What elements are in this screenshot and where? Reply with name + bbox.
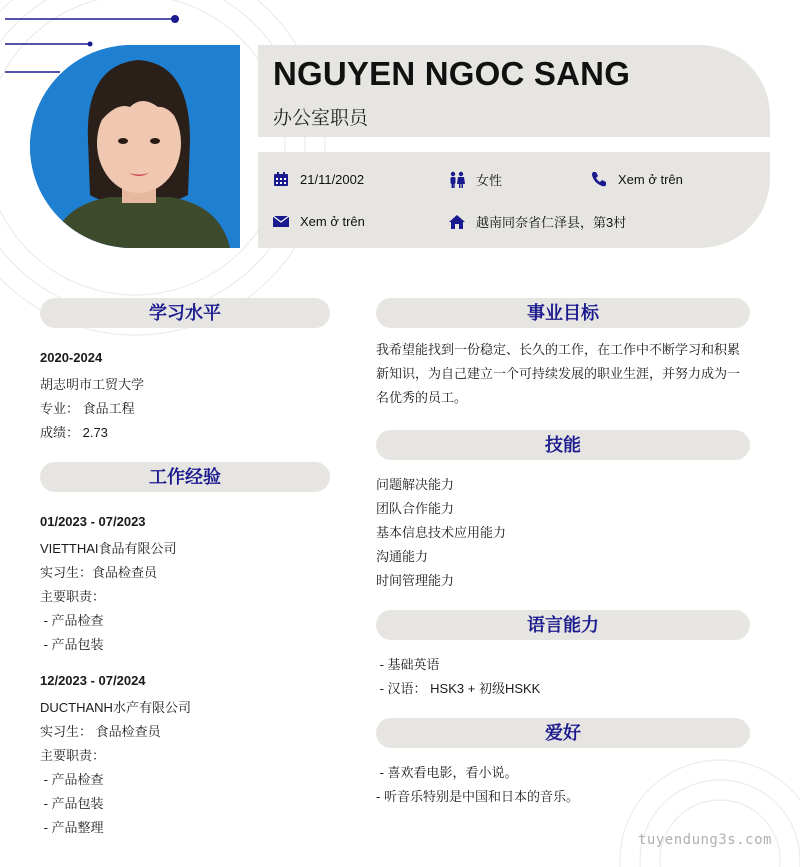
- profile-photo: [30, 45, 240, 248]
- job-company: DUCTHANH水产有限公司: [40, 700, 191, 715]
- email-icon: [272, 212, 290, 230]
- objective-title: 事业目标: [376, 298, 750, 328]
- job-duty-item: - 产品检查: [40, 772, 104, 787]
- job-company: VIETTHAI食品有限公司: [40, 541, 177, 556]
- hobby-item: - 喜欢看电影，看小说。: [376, 765, 518, 780]
- job-title: 办公室职员: [273, 108, 369, 129]
- gender-icon: [448, 171, 466, 189]
- info-email: [272, 212, 365, 230]
- job-duty-item: - 产品检查: [40, 613, 104, 628]
- info-phone: [590, 170, 683, 188]
- watermark: tuyendung3s.com: [638, 832, 772, 848]
- objective-text: 我希望能找到一份稳定、长久的工作，在工作中不断学习和积累新知识，为自己建立一个可持续发展的职业生涯，并努力成为一名优秀的员工。: [376, 342, 741, 405]
- skill-item: 问题解决能力: [376, 477, 455, 492]
- birth-date-value: 21/11/2002: [300, 171, 365, 187]
- info-birth-date: [272, 170, 364, 188]
- education-gpa: 成绩： 2.73: [40, 425, 108, 440]
- education-title: 学习水平: [40, 298, 330, 328]
- full-name: NGUYEN NGOC SANG: [273, 55, 631, 92]
- skill-item: 基本信息技术应用能力: [376, 525, 507, 540]
- skills-title: 技能: [376, 430, 750, 460]
- job-period: 12/2023 - 07/2024: [40, 673, 146, 688]
- gender-value: 女性: [476, 173, 503, 188]
- skill-item: 时间管理能力: [376, 573, 455, 588]
- hobbies-title: 爱好: [376, 718, 750, 748]
- hobby-item: - 听音乐特别是中国和日本的音乐。: [376, 789, 579, 804]
- info-gender: [448, 170, 502, 189]
- job-period: 01/2023 - 07/2023: [40, 514, 146, 529]
- language-item: - 基础英语: [376, 657, 440, 672]
- education-period: 2020-2024: [40, 350, 103, 365]
- language-item: - 汉语： HSK3 + 初级HSKK: [376, 681, 541, 696]
- name-header: [258, 45, 770, 137]
- calendar-icon: [272, 170, 290, 188]
- job-position: 实习生：食品检查员: [40, 565, 158, 580]
- job-position: 实习生： 食品检查员: [40, 724, 161, 739]
- skill-item: 团队合作能力: [376, 501, 455, 516]
- experience-title: 工作经验: [40, 462, 330, 492]
- personal-info-panel: [258, 152, 770, 248]
- job-duty-item: - 产品整理: [40, 820, 104, 835]
- address-value: 越南同奈省仁泽县，第3村: [476, 215, 627, 230]
- education-major: 专业： 食品工程: [40, 401, 135, 416]
- education-school: 胡志明市工贸大学: [40, 377, 145, 392]
- info-address: [448, 212, 626, 231]
- phone-value: Xem ở trên: [618, 171, 683, 187]
- home-icon: [448, 213, 466, 231]
- job-duties-label: 主要职责：: [40, 589, 106, 604]
- job-duty-item: - 产品包装: [40, 796, 104, 811]
- job-duties-label: 主要职责：: [40, 748, 106, 763]
- email-value: Xem ở trên: [300, 213, 365, 229]
- phone-icon: [590, 170, 608, 188]
- languages-title: 语言能力: [376, 610, 750, 640]
- job-duty-item: - 产品包装: [40, 637, 104, 652]
- skill-item: 沟通能力: [376, 549, 429, 564]
